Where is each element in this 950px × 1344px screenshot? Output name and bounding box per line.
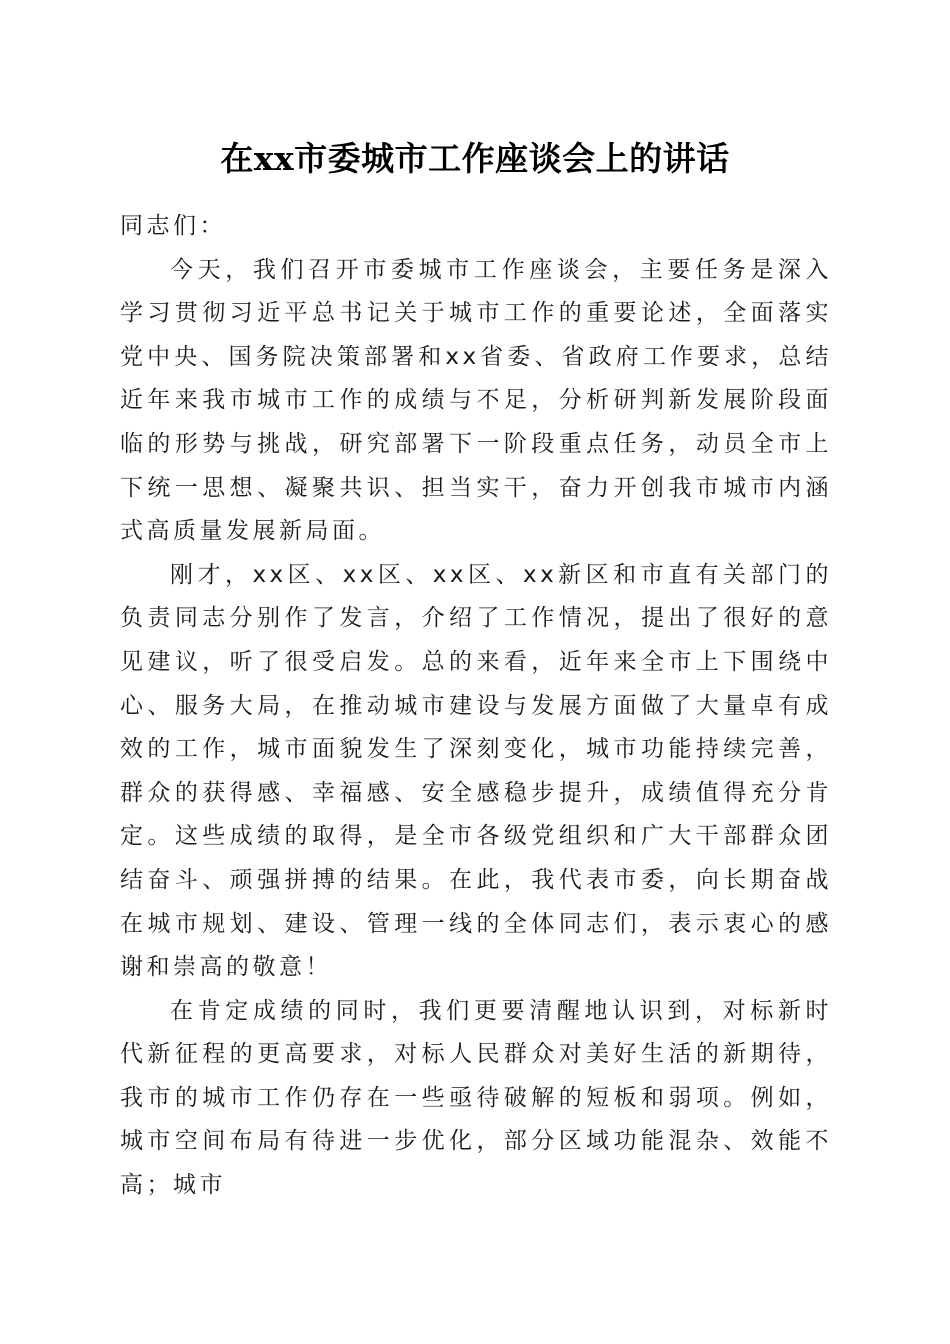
paragraph-2: 刚才，xx区、xx区、xx区、xx新区和市直有关部门的负责同志分别作了发言，介绍了工作情况，提出了很好的意见建议，听了很受启发。总的来看，近年来全市上下围绕中心、服务大局，在推动城市建设与发展方面做了大量卓有成效的工作，城市面貌发生了深刻变化，城市功能持续完善，群众的获得感、幸福感、安全感稳步提升，成绩值得充分肯定。这些成绩的取得，是全市各级党组织和广大干部群众团结奋斗、顽强拼搏的结果。在此，我代表市委，向长期奋战在城市规划、建设、管理一线的全体同志们，表示衷心的感谢和崇高的敬意！ [120,561,832,981]
paragraph-3: 在肯定成绩的同时，我们更要清醒地认识到，对标新时代新征程的更高要求，对标人民群众对美好生活的新期待，我市的城市工作仍存在一些亟待破解的短板和弱项。例如，城市空间布局有待进一步优化，部分区域功能混杂、效能不高；城市 [120,997,832,1199]
salutation: 同志们： [120,213,226,239]
document-title: 在xx市委城市工作座谈会上的讲话 [220,139,730,178]
document-body [120,205,832,1208]
paragraph-1: 今天，我们召开市委城市工作座谈会，主要任务是深入学习贯彻习近平总书记关于城市工作的重要论述，全面落实党中央、国务院决策部署和xx省委、省政府工作要求，总结近年来我市城市工作的成绩与不足，分析研判新发展阶段面临的形势与挑战，研究部署下一阶段重点任务，动员全市上下统一思想、凝聚共识、担当实干，奋力开创我市城市内涵式高质量发展新局面。 [120,256,832,545]
